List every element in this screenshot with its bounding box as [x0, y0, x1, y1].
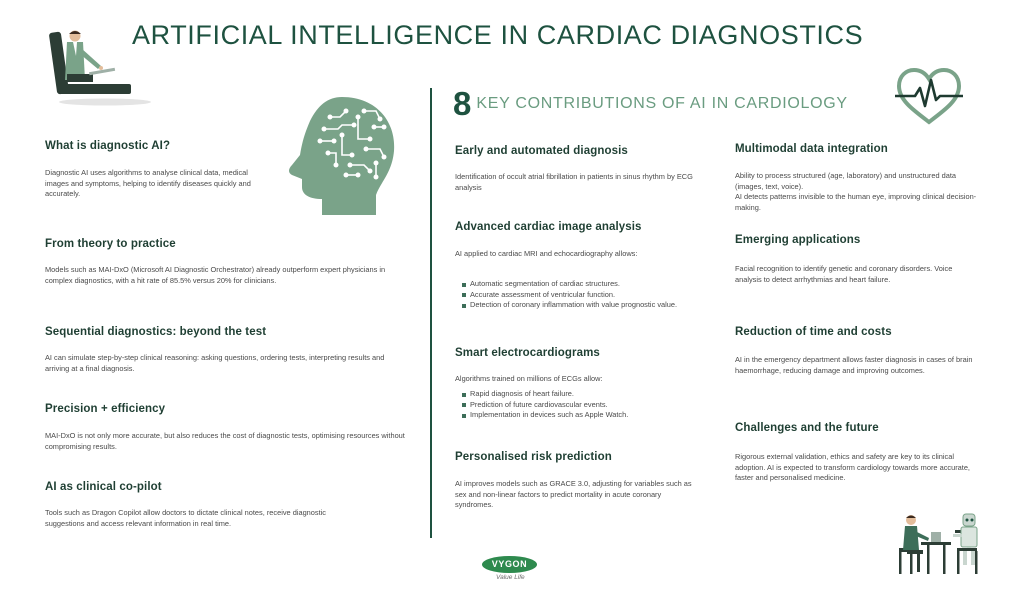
section-heading-image-analysis: Advanced cardiac image analysis — [455, 221, 642, 233]
section-body-challenges: Rigorous external validation, ethics and safety are key to its clinical adoption. AI is expected to transform cardiology towards more accurate, faster and personalised medicine. — [735, 452, 970, 483]
section-heading-smart-ecg: Smart electrocardiograms — [455, 347, 600, 359]
contributions-header — [453, 85, 848, 123]
page-title: ARTIFICIAL INTELLIGENCE IN CARDIAC DIAGNOSTICS — [132, 20, 864, 50]
heart-ecg-icon — [893, 66, 965, 128]
section-heading-sequential: Sequential diagnostics: beyond the test — [45, 326, 267, 338]
section-body-precision: MAI-DxO is not only more accurate, but also reduces the cost of diagnostic tests, optimising resources without compromising results. — [45, 431, 405, 451]
section-body-smart-ecg: Algorithms trained on millions of ECGs allow: — [455, 374, 603, 383]
section-body-theory-practice: Models such as MAI-DxO (Microsoft AI Diagnostic Orchestrator) already outperform expert physicians in complex diagnostics, with a hit rate of 85.5% versus 20% for clinicians. — [45, 265, 386, 285]
section-heading-challenges: Challenges and the future — [735, 422, 879, 434]
section-body-sequential: AI can simulate step-by-step clinical reasoning: asking questions, ordering tests, interpreting results and arriving at a final diagnosis. — [45, 353, 385, 373]
section-body-diagnostic-ai: Diagnostic AI uses algorithms to analyse clinical data, medical images and symptoms, helping to identify diseases quickly and accurately. — [45, 168, 251, 199]
section-heading-copilot: AI as clinical co-pilot — [45, 481, 162, 493]
brain-circuit-head-icon — [280, 95, 400, 215]
section-body-image-analysis: AI applied to cardiac MRI and echocardiography allows: — [455, 249, 638, 258]
list-item: Accurate assessment of ventricular function. — [460, 290, 690, 301]
contributions-label: KEY CONTRIBUTIONS OF AI IN CARDIOLOGY — [476, 95, 848, 112]
smart-ecg-list — [460, 389, 700, 421]
section-heading-early-diagnosis: Early and automated diagnosis — [455, 145, 628, 157]
section-body-risk-prediction: AI improves models such as GRACE 3.0, adjusting for variables such as sex and non-linear factors to predict mortality in acute coronary syndromes. — [455, 479, 692, 510]
image-analysis-list — [460, 279, 690, 311]
logo-name: VYGON — [482, 556, 537, 573]
section-heading-risk-prediction: Personalised risk prediction — [455, 451, 612, 463]
contributions-number: 8 — [453, 85, 472, 122]
section-heading-multimodal: Multimodal data integration — [735, 143, 888, 155]
list-item: Automatic segmentation of cardiac structures. — [460, 279, 690, 290]
section-body-emerging: Facial recognition to identify genetic and coronary disorders. Voice analysis to detect arrhythmias and heart failure. — [735, 264, 953, 284]
section-heading-diagnostic-ai: What is diagnostic AI? — [45, 140, 171, 152]
section-heading-emerging: Emerging applications — [735, 234, 861, 246]
list-item: Detection of coronary inflammation with value prognostic value. — [460, 300, 690, 311]
logo-tagline: Value Life — [496, 574, 525, 581]
section-heading-time-costs: Reduction of time and costs — [735, 326, 892, 338]
doctor-robot-consultation-icon — [895, 508, 985, 576]
list-item: Rapid diagnosis of heart failure. — [460, 389, 700, 400]
doctor-laptop-icon — [45, 26, 155, 108]
column-divider — [430, 88, 432, 538]
section-body-time-costs: AI in the emergency department allows faster diagnosis in cases of brain haemorrhage, reducing damage and improving outcomes. — [735, 355, 973, 375]
list-item: Implementation in devices such as Apple Watch. — [460, 410, 700, 421]
section-body-copilot: Tools such as Dragon Copilot allow doctors to dictate clinical notes, receive diagnostic suggestions and access relevant information in real time. — [45, 508, 326, 528]
section-heading-theory-practice: From theory to practice — [45, 238, 176, 250]
section-heading-precision: Precision + efficiency — [45, 403, 166, 415]
vygon-logo — [482, 556, 542, 586]
section-body-multimodal: Ability to process structured (age, laboratory) and unstructured data (images, text, voice). — [735, 171, 957, 191]
section-body-multimodal-2: AI detects patterns invisible to the human eye, improving clinical decision-making. — [735, 192, 977, 212]
list-item: Prediction of future cardiovascular events. — [460, 400, 700, 411]
section-body-early-diagnosis: Identification of occult atrial fibrillation in patients in sinus rhythm by ECG analysis — [455, 172, 693, 192]
